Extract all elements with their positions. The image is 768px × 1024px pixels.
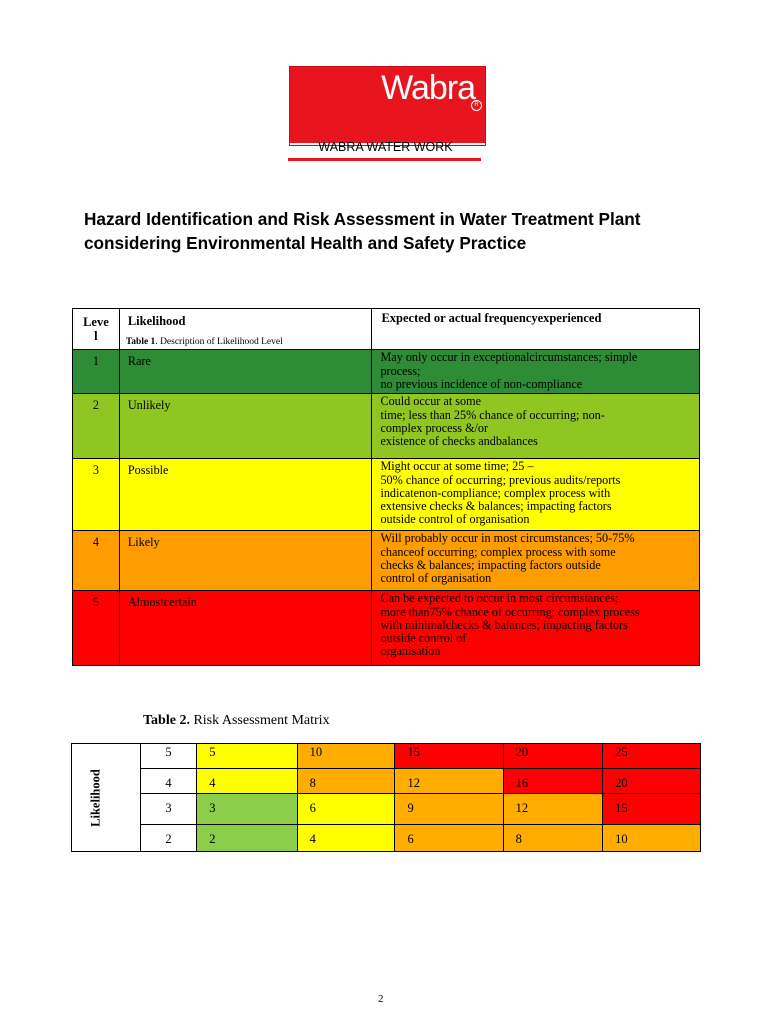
matrix-cell: 5	[197, 744, 297, 769]
matrix-cell: 3	[197, 794, 297, 825]
level-cell	[73, 350, 120, 394]
logo-subtitle: WABRA WATER WORK	[318, 140, 453, 154]
matrix-cell: 6	[297, 794, 395, 825]
frequency-cell	[372, 591, 700, 666]
table2-caption-label: Table 2.	[143, 713, 190, 728]
frequency-line: outside control of organisation	[380, 512, 530, 527]
matrix-cell: 15	[395, 744, 503, 769]
frequency-line: process;	[380, 363, 421, 378]
matrix-row-label: 4	[140, 769, 197, 794]
header-likelihood	[119, 309, 372, 350]
level-value: 2	[92, 398, 99, 413]
frequency-line: existence of checks andbalances	[380, 434, 538, 449]
matrix-cell: 20	[503, 744, 603, 769]
frequency-line: more than75% chance of occurring; complex process	[380, 604, 640, 619]
likelihood-value: Rare	[127, 354, 151, 369]
matrix-row	[72, 794, 701, 825]
matrix-cell: 15	[603, 794, 701, 825]
frequency-line: Can be expected to occur in most circumstances;	[380, 591, 619, 606]
likelihood-cell	[119, 531, 372, 591]
header-frequency-label: Expected or actual frequencyexperienced	[381, 311, 602, 325]
matrix-cell: 8	[503, 825, 603, 852]
table-row	[73, 531, 700, 591]
matrix-cell: 2	[197, 825, 297, 852]
matrix-row	[72, 769, 701, 794]
frequency-line: chanceof occurring; complex process with some	[380, 544, 616, 559]
likelihood-value: Possible	[127, 463, 169, 478]
table2-caption-text: Risk Assessment Matrix	[189, 713, 330, 728]
wabra-logo	[289, 66, 486, 146]
header-level-line1: Leve	[83, 315, 109, 329]
table1-caption	[120, 328, 372, 349]
risk-matrix-table	[71, 743, 701, 852]
logo-wordmark: Wabra	[381, 69, 475, 107]
matrix-cell: 8	[297, 769, 395, 794]
likelihood-axis-cell	[72, 744, 141, 852]
frequency-line: extensive checks & balances; impacting factors	[380, 499, 612, 514]
table-row	[73, 459, 700, 531]
frequency-cell	[372, 394, 700, 459]
likelihood-cell	[119, 350, 372, 394]
level-value: 3	[92, 463, 99, 478]
level-cell	[73, 394, 120, 459]
matrix-row	[72, 825, 701, 852]
table-row	[73, 591, 700, 666]
header-frequency	[372, 309, 700, 350]
frequency-line: Could occur at some	[380, 394, 481, 409]
header-level-line2: l	[94, 329, 98, 343]
level-cell	[73, 459, 120, 531]
table-row	[73, 394, 700, 459]
header-level	[73, 309, 120, 350]
table2-caption	[143, 713, 330, 729]
document-title: Hazard Identification and Risk Assessment in Water Treatment Plant considering Environmental Health and Safety Practice	[84, 209, 641, 253]
frequency-line: outside control of	[380, 631, 467, 646]
likelihood-cell	[119, 394, 372, 459]
table-row	[73, 350, 700, 394]
frequency-line: Will probably occur in most circumstances; 50-75%	[380, 531, 635, 546]
level-cell	[73, 591, 120, 666]
frequency-line: complex process &/or	[380, 420, 489, 435]
table-header-row	[73, 309, 700, 350]
matrix-cell: 25	[603, 744, 701, 769]
page-number: 2	[378, 993, 384, 1005]
level-value: 4	[92, 535, 99, 550]
table1-caption-label: Table 1	[125, 337, 156, 348]
frequency-cell	[372, 459, 700, 531]
matrix-cell: 6	[395, 825, 503, 852]
level-value: 5	[92, 595, 99, 610]
registered-mark: R	[471, 100, 482, 111]
matrix-row-label: 2	[140, 825, 197, 852]
likelihood-cell	[119, 591, 372, 666]
likelihood-value: Almostcertain	[127, 595, 197, 610]
matrix-row-label: 3	[140, 794, 197, 825]
frequency-line: time; less than 25% chance of occurring; non-	[380, 407, 605, 422]
frequency-line: indicatenon-compliance; complex process with	[380, 485, 611, 500]
matrix-cell: 10	[603, 825, 701, 852]
level-cell	[73, 531, 120, 591]
matrix-cell: 16	[503, 769, 603, 794]
matrix-cell: 4	[297, 825, 395, 852]
matrix-row-label: 5	[140, 744, 197, 769]
matrix-cell: 10	[297, 744, 395, 769]
frequency-line: 50% chance of occurring; previous audits/reports	[380, 472, 621, 487]
frequency-line: with minimalchecks & balances; impacting factors	[380, 617, 628, 632]
frequency-line: checks & balances; impacting factors outside	[380, 557, 601, 572]
frequency-line: control of organisation	[380, 571, 492, 586]
matrix-cell: 4	[197, 769, 297, 794]
header-likelihood-label: Likelihood	[127, 314, 186, 328]
frequency-line: no previous incidence of non-compliance	[380, 376, 583, 391]
likelihood-value: Unlikely	[127, 398, 171, 413]
frequency-line: organisation	[380, 644, 441, 659]
matrix-cell: 12	[395, 769, 503, 794]
matrix-cell: 20	[603, 769, 701, 794]
matrix-row	[72, 744, 701, 769]
logo-underline	[288, 158, 481, 161]
likelihood-cell	[119, 459, 372, 531]
frequency-line: May only occur in exceptionalcircumstances; simple	[380, 350, 638, 365]
table1-caption-text: . Description of Likelihood Level	[155, 337, 283, 348]
matrix-cell: 12	[503, 794, 603, 825]
likelihood-table	[72, 308, 700, 666]
level-value: 1	[92, 354, 99, 369]
frequency-cell	[372, 531, 700, 591]
likelihood-axis-label: Likelihood	[88, 769, 103, 827]
frequency-line: Might occur at some time; 25 –	[380, 459, 534, 474]
frequency-cell	[372, 350, 700, 394]
matrix-cell: 9	[395, 794, 503, 825]
likelihood-value: Likely	[127, 535, 160, 550]
